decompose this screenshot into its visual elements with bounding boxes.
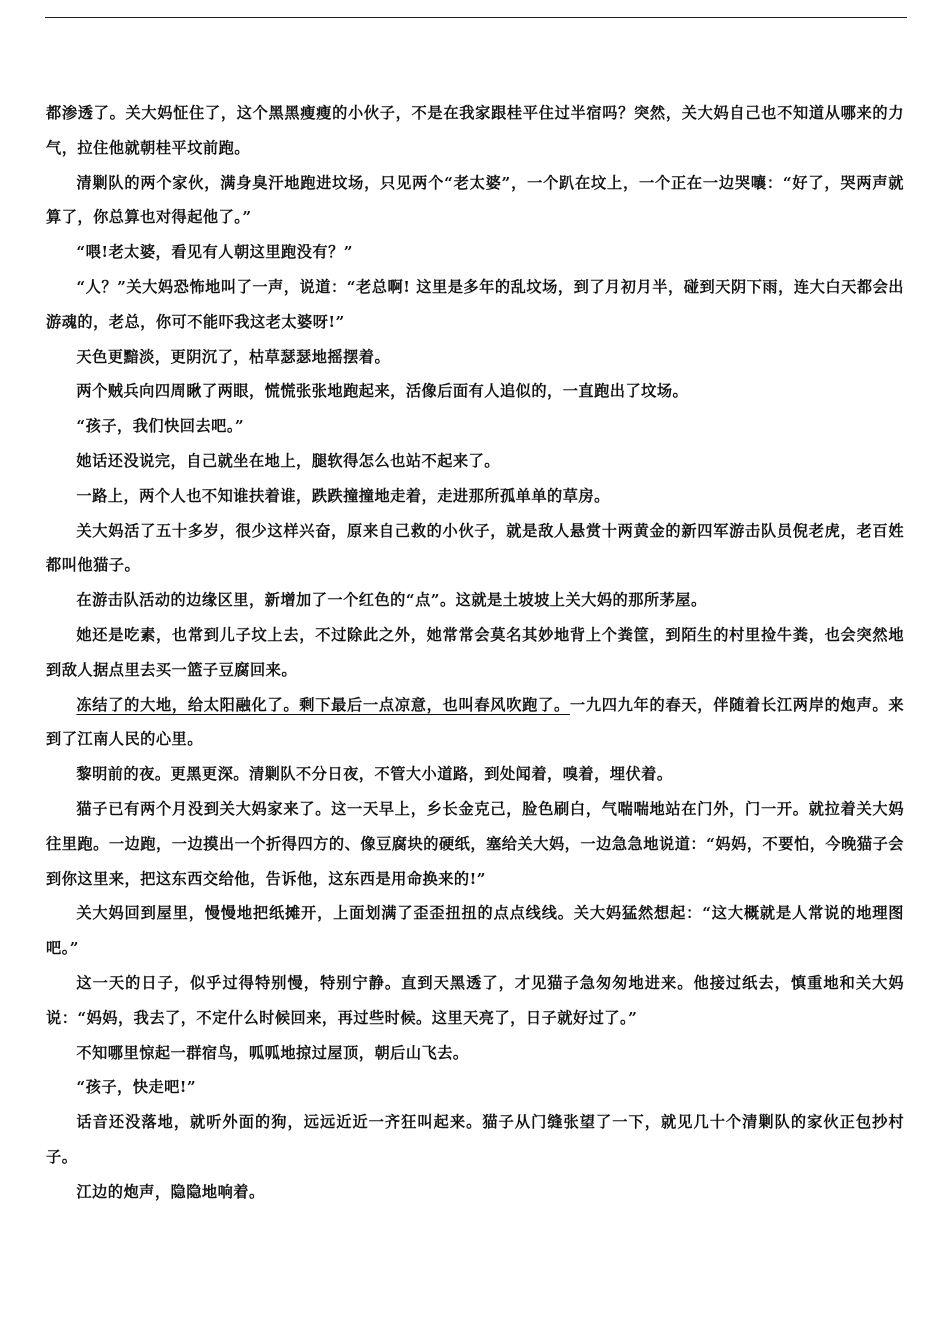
paragraph — [46, 479, 904, 514]
paragraph-text: “孩子，快走吧!” — [76, 1078, 197, 1097]
paragraph — [46, 444, 904, 479]
paragraph — [46, 166, 904, 236]
paragraph-text: 话音还没落地，就听外面的狗，远远近近一齐狂叫起来。猫子从门缝张望了一下，就见几十个清剿队的家伙正包抄村子。 — [46, 1113, 904, 1166]
paragraph — [46, 688, 904, 758]
paragraph-text: 一路上，两个人也不知谁扶着谁，跌跌撞撞地走着，走进那所孤单单的草房。 — [76, 486, 610, 505]
paragraph-text: 她话还没说完，自己就坐在地上，腿软得怎么也站不起来了。 — [76, 451, 500, 470]
paragraph — [46, 340, 904, 375]
paragraph-text: 都渗透了。关大妈怔住了，这个黑黑瘦瘦的小伙子，不是在我家跟桂平住过半宿吗？突然，关大妈自己也不知道从哪来的力气，拉住他就朝桂平坟前跑。 — [46, 104, 904, 157]
paragraph — [46, 1105, 904, 1175]
paragraph — [46, 1070, 904, 1105]
paragraph-text: “喂!老太婆，看见有人朝这里跑没有？” — [76, 243, 354, 262]
paragraph — [46, 583, 904, 618]
paragraph — [46, 1175, 904, 1210]
header-rule — [45, 17, 907, 18]
paragraph-text: 在游击队活动的边缘区里，新增加了一个红色的“点”。这就是土坡坡上关大妈的那所茅屋。 — [76, 591, 707, 610]
paragraph — [46, 409, 904, 444]
paragraph-text: 她还是吃素，也常到儿子坟上去，不过除此之外，她常常会莫名其妙地背上个粪筐，到陌生的村里捡牛粪，也会突然地到敌人据点里去买一篮子豆腐回来。 — [46, 625, 904, 679]
paragraph-text: 这一天的日子，似乎过得特别慢，特别宁静。直到天黑透了，才见猫子急匆匆地进来。他接过纸去，慎重地和关大妈说：“妈妈，我去了，不定什么时候回来，再过些时候。这里天亮了，日子就好过了。” — [46, 973, 904, 1027]
paragraph-text: 不知哪里惊起一群宿鸟，呱呱地掠过屋顶，朝后山飞去。 — [76, 1043, 469, 1062]
paragraph — [46, 896, 904, 966]
paragraph-text: 关大妈回到屋里，慢慢地把纸摊开，上面划满了歪歪扭扭的点点线线。关大妈猛然想起：“这大概就是人常说的地理图吧。” — [46, 904, 904, 958]
paragraph — [46, 792, 904, 896]
paragraph-text: “孩子，我们快回去吧。” — [76, 417, 245, 436]
paragraph — [46, 966, 904, 1036]
paragraph-text: 猫子已有两个月没到关大妈家来了。这一天早上，乡长金克己，脸色刷白，气喘喘地站在门外，门一开。就拉着关大妈往里跑。一边跑，一边摸出一个折得四方的、像豆腐块的硬纸，塞给关大妈，一边急急地说道：“妈妈，不要怕，今晚猫子会到你这里来，把这东西交给他，告诉他，这东西是用命换来的!” — [46, 799, 904, 888]
paragraph-text: 清剿队的两个家伙，满身臭汗地跑进坟场，只见两个“老太婆”，一个趴在坟上，一个正在一边哭嚷：“好了，哭两声就算了，你总算也对得起他了。” — [46, 173, 904, 227]
article-body — [46, 96, 904, 1210]
paragraph-text: 关大妈活了五十多岁，很少这样兴奋，原来自己救的小伙子，就是敌人悬赏十两黄金的新四军游击队员倪老虎，老百姓都叫他猫子。 — [46, 521, 904, 575]
paragraph-text: “人？”关大妈恐怖地叫了一声，说道：“老总啊! 这里是多年的乱坟场，到了月初月半，碰到天阴下雨，连大白天都会出游魂的，老总，你可不能吓我这老太婆呀!” — [46, 277, 904, 331]
paragraph — [46, 270, 904, 340]
paragraph-text: 天色更黯淡，更阴沉了，枯草瑟瑟地摇摆着。 — [76, 347, 391, 366]
paragraph-text: 一九四九年的春天，伴随着长江两岸的炮声。来到了江南人民的心里。 — [46, 695, 905, 749]
paragraph — [46, 1036, 904, 1071]
paragraph — [46, 235, 904, 270]
underlined-sentence: 冻结了的大地，给太阳融化了。剩下最后一点凉意，也叫春风吹跑了。 — [76, 695, 570, 714]
paragraph — [46, 96, 904, 166]
paragraph-text: 两个贼兵向四周瞅了两眼，慌慌张张地跑起来，活像后面有人追似的，一直跑出了坟场。 — [76, 382, 689, 401]
paragraph-text: 黎明前的夜。更黑更深。清剿队不分日夜，不管大小道路，到处闻着，嗅着，埋伏着。 — [76, 765, 673, 784]
paragraph — [46, 618, 904, 688]
paragraph-text: 江边的炮声，隐隐地响着。 — [76, 1182, 265, 1201]
paragraph — [46, 757, 904, 792]
paragraph — [46, 374, 904, 409]
paragraph — [46, 514, 904, 584]
